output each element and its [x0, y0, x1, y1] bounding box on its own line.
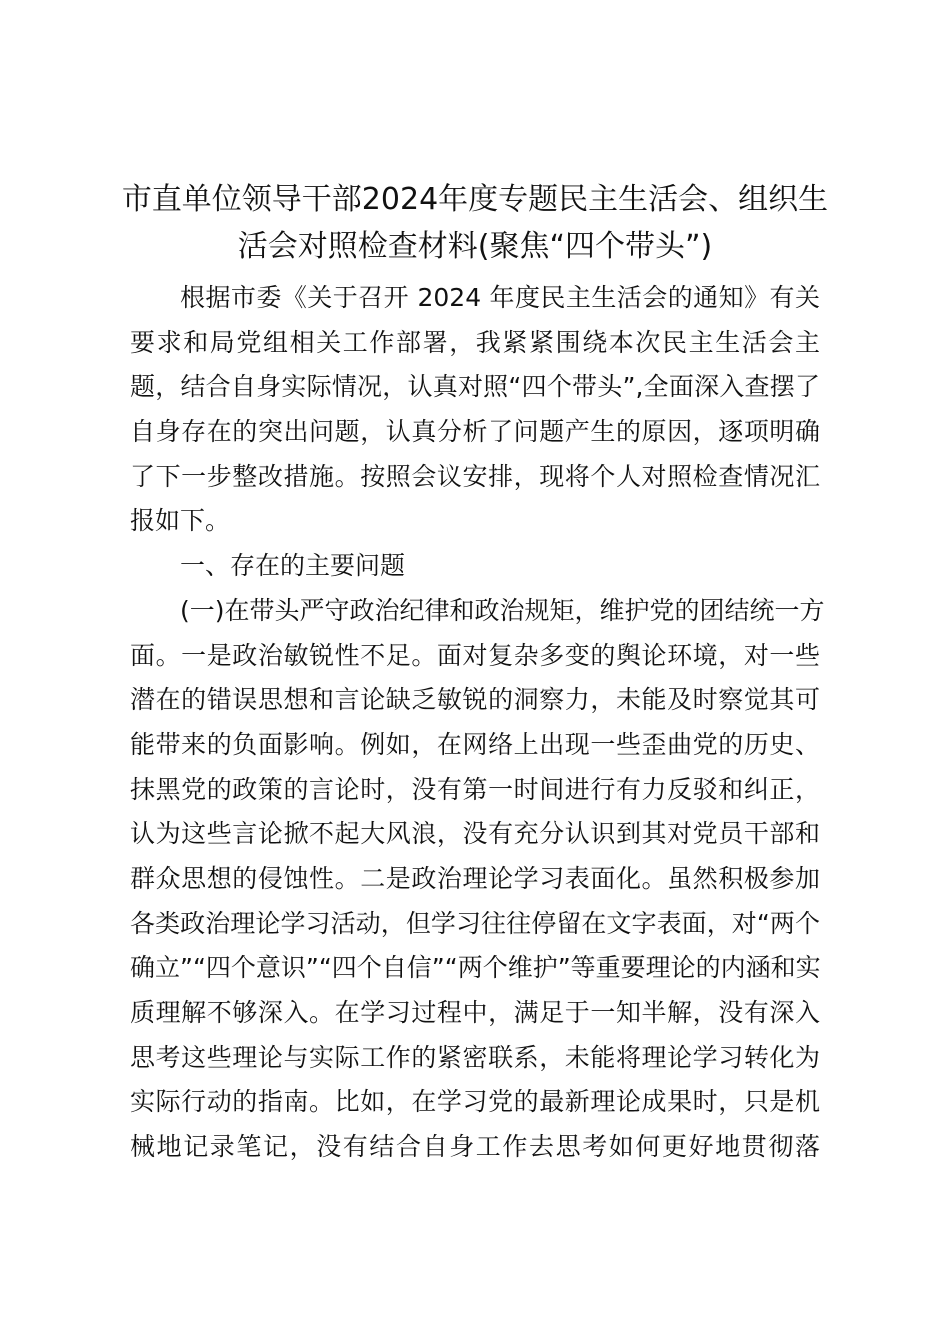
body-line: 报如下。 — [130, 506, 231, 536]
body-line: 能带来的负面影响。例如，在网络上出现一些歪曲党的历史、 — [130, 729, 820, 759]
section-heading: 一、存在的主要问题 — [180, 551, 406, 581]
body-line: 确立”“四个意识”“四个自信”“两个维护”等重要理论的内涵和实 — [130, 953, 821, 983]
body-line: 要求和局党组相关工作部署，我紧紧围绕本次民主生活会主 — [130, 327, 820, 357]
body-line: 各类政治理论学习活动，但学习往往停留在文字表面，对“两个 — [130, 908, 820, 938]
body-line: 群众思想的侵蚀性。二是政治理论学习表面化。虽然积极参加 — [130, 863, 820, 893]
body-line: 思考这些理论与实际工作的紧密联系，未能将理论学习转化为 — [130, 1042, 820, 1072]
body-line: 潜在的错误思想和言论缺乏敏锐的洞察力，未能及时察觉其可 — [130, 685, 820, 715]
body-line: 实际行动的指南。比如，在学习党的最新理论成果时，只是机 — [130, 1087, 820, 1117]
body-line: 抹黑党的政策的言论时，没有第一时间进行有力反驳和纠正， — [130, 774, 820, 804]
body-line: 面。一是政治敏锐性不足。面对复杂多变的舆论环境，对一些 — [130, 640, 820, 670]
document-body — [130, 276, 825, 1170]
body-line: 了下一步整改措施。按照会议安排，现将个人对照检查情况汇 — [130, 461, 820, 491]
body-line: 根据市委《关于召开 2024 年度民主生活会的通知》有关 — [180, 283, 820, 312]
document-title-line-2: 活会对照检查材料(聚焦“四个带头”) — [237, 229, 713, 264]
body-line: 认为这些言论掀不起大风浪，没有充分认识到其对党员干部和 — [130, 819, 820, 849]
body-line: 械地记录笔记，没有结合自身工作去思考如何更好地贯彻落 — [130, 1132, 820, 1162]
body-line: 质理解不够深入。在学习过程中，满足于一知半解，没有深入 — [130, 998, 820, 1027]
document-title-line-1: 市直单位领导干部2024年度专题民主生活会、组织生 — [121, 182, 829, 217]
body-line: 自身存在的突出问题，认真分析了问题产生的原因，逐项明确 — [130, 417, 820, 447]
body-line: 题，结合自身实际情况，认真对照“四个带头”,全面深入查摆了 — [130, 372, 820, 402]
body-line: (一)在带头严守政治纪律和政治规矩，维护党的团结统一方 — [180, 595, 825, 625]
